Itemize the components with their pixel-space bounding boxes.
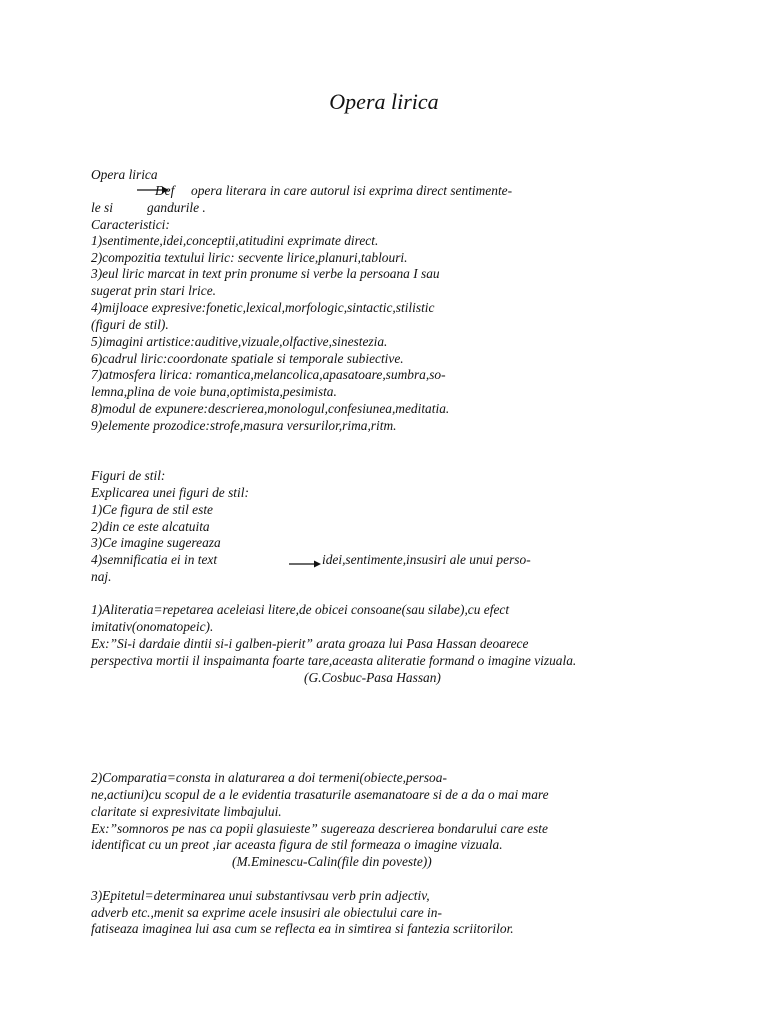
features-line: lemna,plina de voie buna,optimista,pesimista. [91, 384, 337, 399]
figures-step: 2)din ce este alcatuita [91, 519, 210, 534]
features-line: 7)atmosfera lirica: romantica,melancolica,apasatoare,sumbra,so- [91, 367, 446, 382]
definition-continuation: le si [91, 200, 113, 215]
features-line: sugerat prin stari lrice. [91, 283, 216, 298]
features-line: 1)sentimente,idei,conceptii,atitudini exprimate direct. [91, 233, 379, 248]
aliteratia-line: imitativ(onomatopeic). [91, 619, 214, 634]
comparatia-line: claritate si expresivitate limbajului. [91, 804, 282, 819]
figures-step: 3)Ce imagine sugereaza [91, 535, 221, 550]
figures-heading: Figuri de stil: [91, 468, 166, 483]
comparatia-line: 2)Comparatia=consta in alaturarea a doi termeni(obiecte,persoa- [91, 770, 447, 785]
figures-step: 1)Ce figura de stil este [91, 502, 213, 517]
figures-step: 4)semnificatia ei in text [91, 552, 218, 567]
figures-step4-result: idei,sentimente,insusiri ale unui perso- [322, 552, 531, 567]
features-line: 9)elemente prozodice:strofe,masura versurilor,rima,ritm. [91, 418, 397, 433]
features-line: 4)mijloace expresive:fonetic,lexical,morfologic,sintactic,stilistic [91, 300, 435, 315]
comparatia-line: ne,actiuni)cu scopul de a le evidentia trasaturile asemanatoare si de a da o mai mare [91, 787, 549, 802]
features-line: (figuri de stil). [91, 317, 169, 332]
figures-step4-continuation: naj. [91, 569, 112, 584]
aliteratia-line: Ex:”Si-i dardaie dintii si-i galben-pierit” arata groaza lui Pasa Hassan deoarece [91, 636, 529, 651]
arrow-right-icon [288, 559, 322, 569]
comparatia-line: identificat cu un preot ,iar aceasta figura de stil formeaza o imagine vizuala. [91, 837, 503, 852]
definition-text: opera literara in care autorul isi exprima direct sentimente- [191, 183, 513, 198]
page-title: Opera lirica [329, 89, 439, 114]
features-heading: Caracteristici: [91, 217, 170, 232]
definition-label: Def [155, 183, 175, 198]
features-line: 2)compozitia textului liric: secvente lirice,planuri,tablouri. [91, 250, 408, 265]
aliteratia-line: 1)Aliteratia=repetarea aceleiasi litere,de obicei consoane(sau silabe),cu efect [91, 602, 510, 617]
aliteratia-line: perspectiva mortii il inspaimanta foarte tare,aceasta aliteratie formand o imagine vizuala. [91, 653, 577, 668]
aliteratia-source: (G.Cosbuc-Pasa Hassan) [304, 670, 441, 685]
comparatia-source: (M.Eminescu-Calin(file din poveste)) [232, 854, 432, 869]
features-line: 6)cadrul liric:coordonate spatiale si temporale subiective. [91, 351, 404, 366]
features-line: 5)imagini artistice:auditive,vizuale,olfactive,sinestezia. [91, 334, 388, 349]
features-line: 8)modul de expunere:descrierea,monologul,confesiunea,meditatia. [91, 401, 450, 416]
intro-heading: Opera lirica [91, 167, 158, 182]
epitetul-line: fatiseaza imaginea lui asa cum se reflecta ea in simtirea si fantezia scriitorilor. [91, 921, 514, 936]
comparatia-line: Ex:”somnoros pe nas ca popii glasuieste” sugereaza descrierea bondarului care este [91, 821, 548, 836]
epitetul-line: adverb etc.,menit sa exprime acele insusiri ale obiectului care in- [91, 905, 442, 920]
features-line: 3)eul liric marcat in text prin pronume si verbe la persoana I sau [91, 266, 440, 281]
definition-continuation-end: gandurile . [147, 200, 206, 215]
epitetul-line: 3)Epitetul=determinarea unui substantivsau verb prin adjectiv, [91, 888, 430, 903]
figures-explain: Explicarea unei figuri de stil: [91, 485, 249, 500]
